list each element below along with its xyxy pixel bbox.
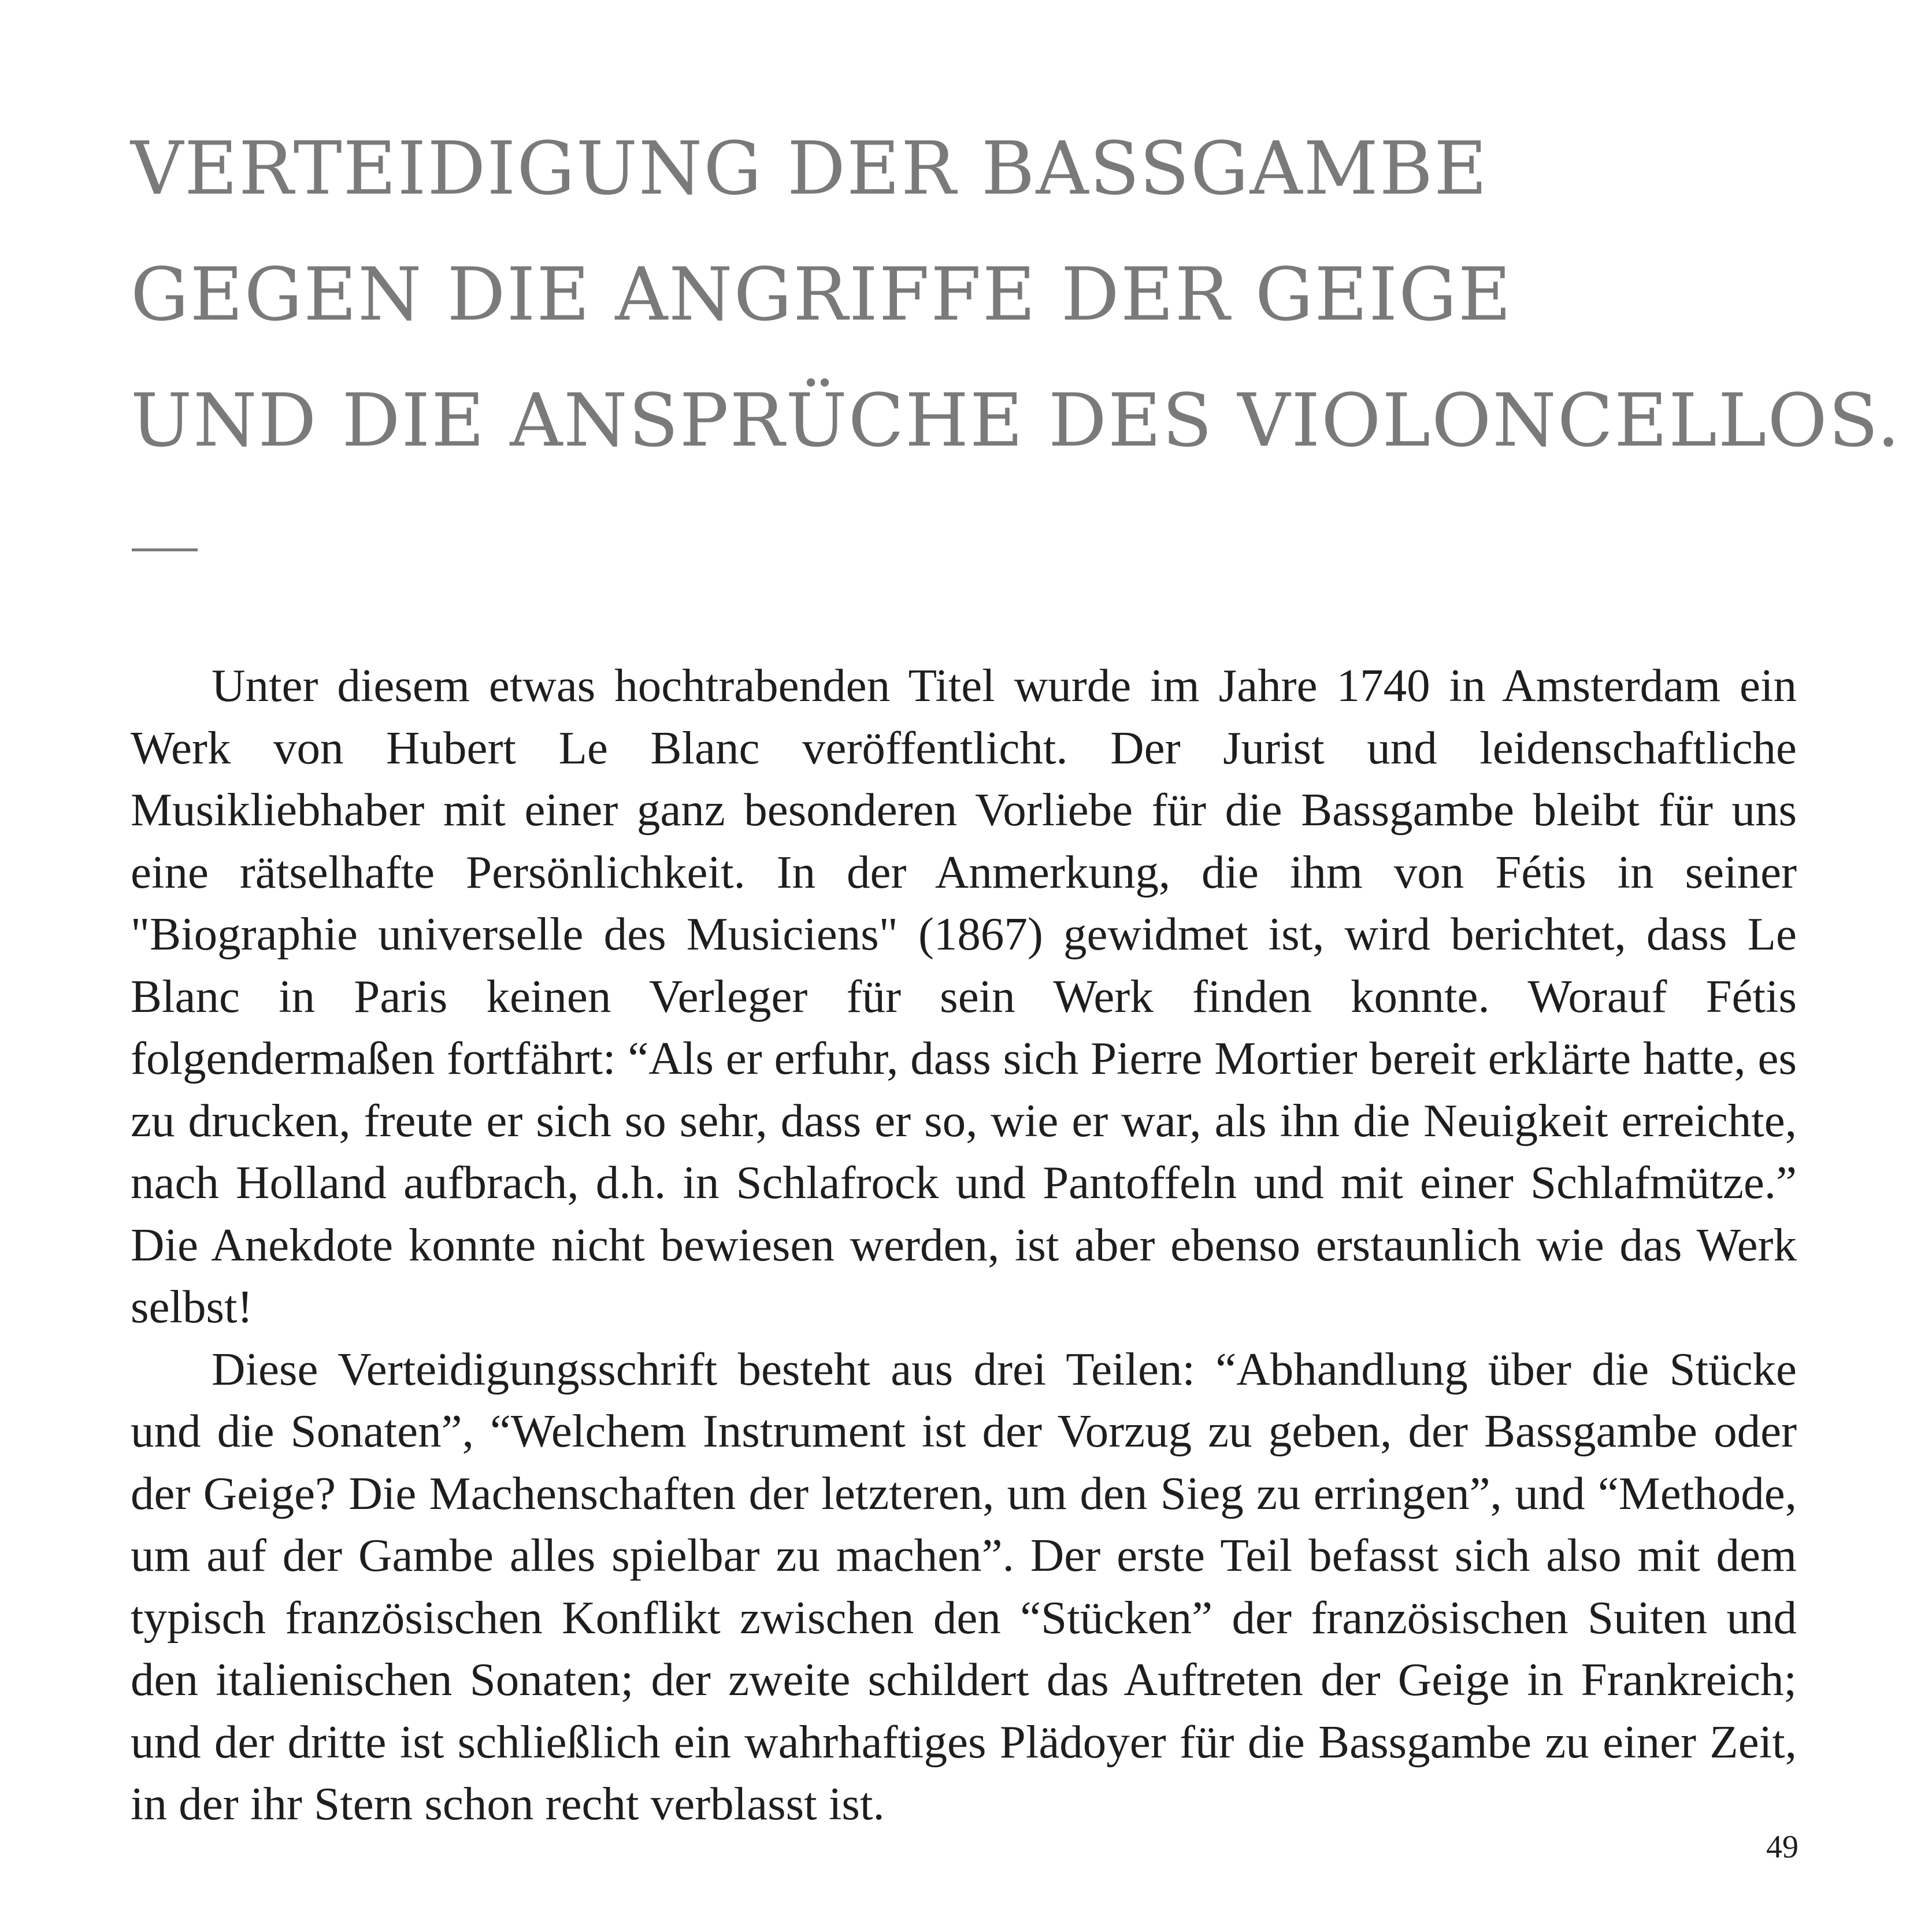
title-divider bbox=[132, 548, 198, 551]
title-line-3: UND DIE ANSPRÜCHE DES VIOLONCELLOS. bbox=[131, 378, 1901, 463]
paragraph-2: Diese Verteidigungsschrift besteht aus drei Teilen: “Abhandlung über die Stücke und die Sonaten”, “Welchem Instrument ist der Vorzug zu geben, der Bassgambe oder der Geige? Die Machenschaften der letzteren, um den Sieg zu erringen”, und “Methode, um auf der Gambe alles spielbar zu machen”. Der erste Teil befasst sich also mit dem typisch französischen Konflikt zwischen den “Stücken” der französischen Suiten und den italienischen Sonaten; der zweite schildert das Auftreten der Geige in Frankreich; und der dritte ist schließlich ein wahrhaftiges Plädoyer für die Bassgambe zu einer Zeit, in der ihr Stern schon recht verblasst ist. bbox=[131, 1343, 1797, 1830]
title-line-2: GEGEN DIE ANGRIFFE DER GEIGE bbox=[131, 252, 1512, 337]
page-number: 49 bbox=[1766, 1829, 1798, 1865]
paragraph-1: Unter diesem etwas hochtrabenden Titel wurde im Jahre 1740 in Amsterdam ein Werk von Hubert Le Blanc veröffentlicht. Der Jurist und leidenschaftliche Musikliebhaber mit einer ganz besonderen Vorliebe für die Bassgambe bleibt für uns eine rätselhafte Persönlichkeit. In der Anmerkung, die ihm von Fétis in seiner "Biographie universelle des Musiciens" (1867) gewidmet ist, wird berichtet, dass Le Blanc in Paris keinen Verleger für sein Werk finden konnte. Worauf Fétis folgendermaßen fortfährt: “Als er erfuhr, dass sich Pierre Mortier bereit erklärte hatte, es zu drucken, freute er sich so sehr, dass er so, wie er war, als ihn die Neuigkeit erreichte, nach Holland aufbrach, d.h. in Schlafrock und Pantoffeln und mit einer Schlafmütze.” Die Anekdote konnte nicht bewiesen werden, ist aber ebenso erstaunlich wie das Werk selbst! bbox=[131, 659, 1797, 1333]
body-text bbox=[131, 655, 1797, 1835]
title-line-1: VERTEIDIGUNG DER BASSGAMBE bbox=[131, 126, 1489, 211]
